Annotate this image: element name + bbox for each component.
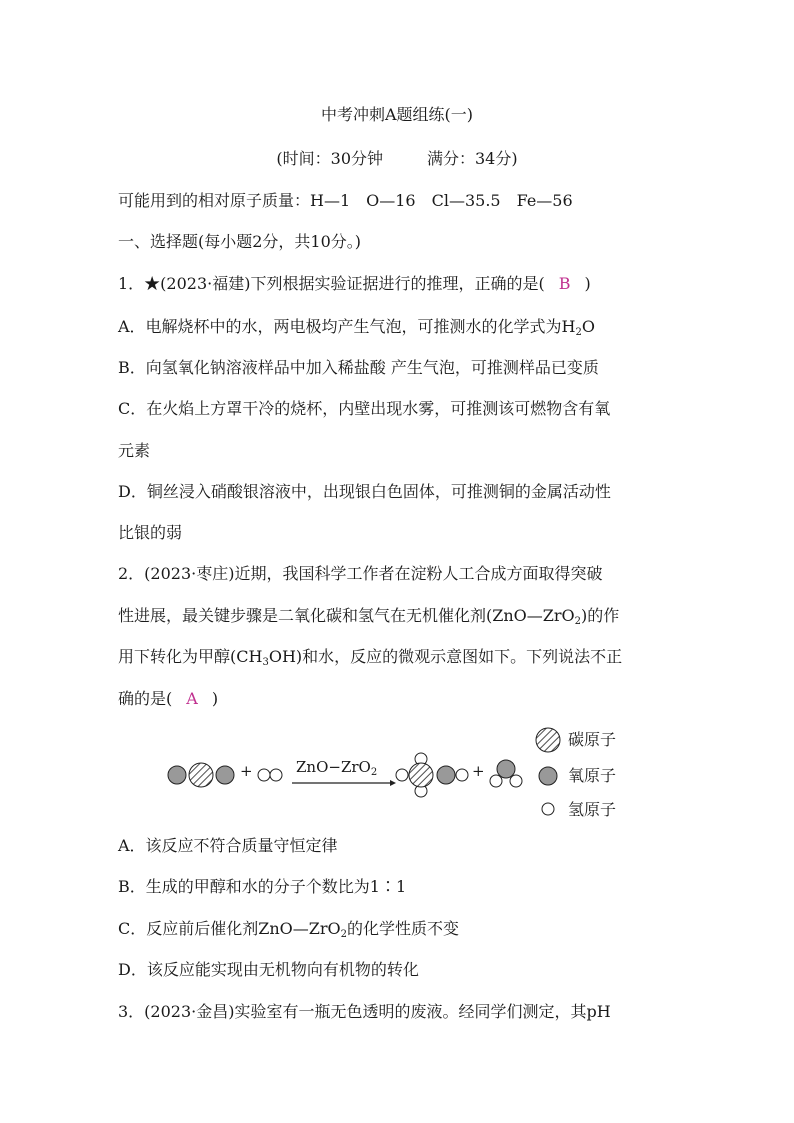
h2-hydrogen-atom-left xyxy=(258,769,270,781)
q1-option-a-text: A．电解烧杯中的水，两电极均产生气泡，可推测水的化学式为H xyxy=(118,317,576,336)
legend-carbon-label: 碳原子 xyxy=(568,730,617,749)
q2-option-b: B．生成的甲醇和水的分子个数比为1∶1 xyxy=(118,877,407,896)
q1-option-a xyxy=(118,316,595,338)
q1-option-c-line2: 元素 xyxy=(118,441,151,460)
full-score: 满分：34分) xyxy=(427,149,518,168)
q2-line2-tail: )的作 xyxy=(581,606,620,625)
plus-sign-products: + xyxy=(472,762,485,780)
q2-line4-close: ) xyxy=(211,689,219,708)
q2-line3-text: 用下转化为甲醇(CH xyxy=(118,647,263,666)
page-title: 中考冲刺A题组练(一) xyxy=(320,105,474,124)
reaction-arrow-head xyxy=(390,780,396,786)
h2-hydrogen-atom-right xyxy=(270,769,282,781)
q3-line1: 3．(2023·金昌)实验室有一瓶无色透明的废液。经同学们测定，其pH xyxy=(118,1002,611,1021)
section-heading: 一、选择题(每小题2分，共10分。) xyxy=(118,232,362,251)
water-hydrogen-atom-left xyxy=(490,775,502,787)
q2-line1: 2．(2023·枣庄)近期，我国科学工作者在淀粉人工合成方面取得突破 xyxy=(118,564,603,583)
time-limit: (时间：30分钟 xyxy=(276,149,383,168)
q2-option-d: D．该反应能实现由无机物向有机物的转化 xyxy=(118,960,419,979)
co2-carbon-atom xyxy=(189,763,213,787)
legend-oxygen-symbol xyxy=(539,767,557,785)
methanol-hydrogen-atom-right xyxy=(456,769,468,781)
catalyst-label xyxy=(296,758,377,776)
q1-answer: B xyxy=(558,274,571,293)
q2-line2-sub: 2 xyxy=(574,616,582,627)
q2-option-c-tail: 的化学性质不变 xyxy=(347,919,460,938)
methanol-carbon-atom xyxy=(409,763,433,787)
q2-line4-text: 确的是( xyxy=(118,689,173,708)
co2-oxygen-atom-left xyxy=(168,766,186,784)
q1-stem-close: ) xyxy=(584,274,591,293)
q2-line3-sub: 3 xyxy=(262,657,269,668)
q1-option-c-line1: C．在火焰上方罩干冷的烧杯，内壁出现水雾，可推测该可燃物含有氧 xyxy=(118,399,611,418)
q2-line2-text: 性进展，最关键步骤是二氧化碳和氢气在无机催化剂(ZnO—ZrO xyxy=(118,606,575,625)
methanol-hydrogen-atom-left xyxy=(396,769,408,781)
water-oxygen-atom xyxy=(497,760,515,778)
q1-option-d-line1: D．铜丝浸入硝酸银溶液中，出现银白色固体，可推测铜的金属活动性 xyxy=(118,482,611,501)
q2-option-a: A．该反应不符合质量守恒定律 xyxy=(118,836,338,855)
q2-line3-tail: OH)和水，反应的微观示意图如下。下列说法不正 xyxy=(268,647,623,666)
legend-carbon-symbol xyxy=(536,728,560,752)
q2-line2 xyxy=(118,605,619,627)
legend-oxygen-label: 氧原子 xyxy=(568,766,617,785)
reaction-diagram xyxy=(160,725,640,825)
q2-option-c-text: C．反应前后催化剂ZnO—ZrO xyxy=(118,919,341,938)
atomic-masses: 可能用到的相对原子质量：H—1 O—16 Cl—35.5 Fe—56 xyxy=(118,191,573,210)
q1-stem xyxy=(118,273,591,295)
q1-option-b: B．向氢氧化钠溶液样品中加入稀盐酸 产生气泡，可推测样品已变质 xyxy=(118,358,599,377)
q2-option-c xyxy=(118,918,459,940)
q2-line4 xyxy=(118,688,218,710)
catalyst-label-text: ZnO−ZrO xyxy=(296,758,371,776)
co2-oxygen-atom-right xyxy=(216,766,234,784)
catalyst-label-sub: 2 xyxy=(370,767,378,778)
legend-hydrogen-symbol xyxy=(542,803,554,815)
q1-stem-text: 1．★(2023·福建)下列根据实验证据进行的推理，正确的是( xyxy=(118,274,545,293)
water-hydrogen-atom-right xyxy=(510,775,522,787)
methanol-oxygen-atom xyxy=(437,766,455,784)
page-subtitle xyxy=(0,148,794,170)
q1-option-d-line2: 比银的弱 xyxy=(118,523,183,542)
q2-answer: A xyxy=(186,689,198,708)
q1-option-a-sub: 2 xyxy=(575,327,582,338)
q2-line3 xyxy=(118,646,622,668)
q2-option-c-sub: 2 xyxy=(340,929,348,940)
plus-sign-reactants: + xyxy=(240,762,253,780)
legend-hydrogen-label: 氢原子 xyxy=(568,800,617,819)
q1-option-a-tail: O xyxy=(581,317,596,336)
